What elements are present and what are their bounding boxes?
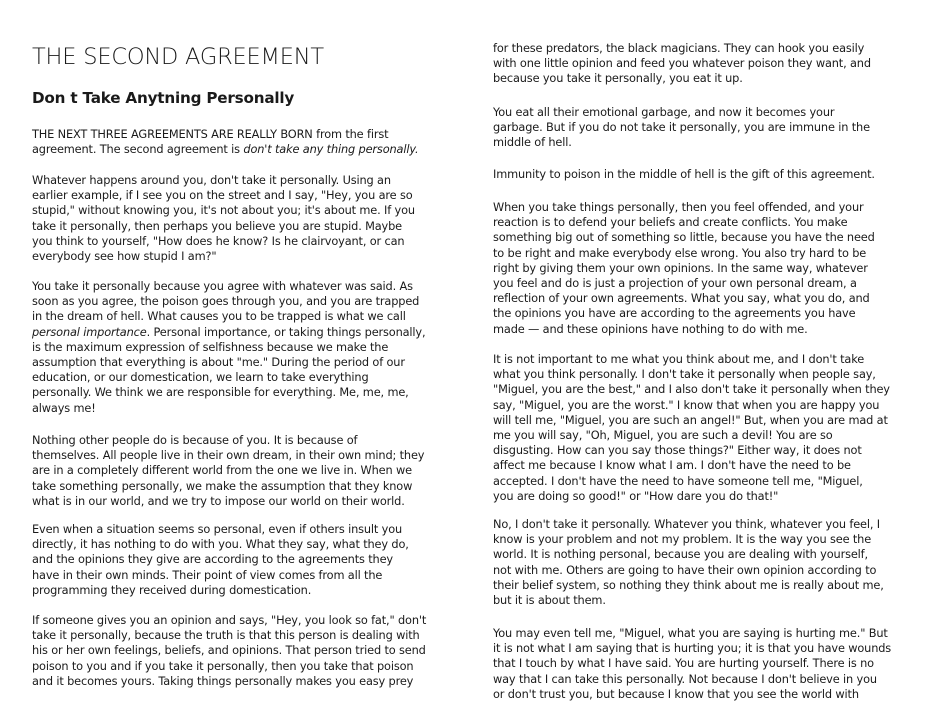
- paragraph: [32, 127, 418, 157]
- text-line: you feel and do is just a projection of your own personal dream, a: [493, 276, 857, 291]
- text-line: what is in our world, and we try to impose our world on their world.: [32, 493, 405, 508]
- text-line: their belief system, so nothing they think about me is really about me,: [493, 577, 884, 592]
- text-line: soon as you agree, the poison goes through you, and you are trapped: [32, 294, 420, 309]
- paragraph: [32, 522, 409, 598]
- text-line: [32, 142, 418, 157]
- text-line: and it becomes yours. Taking things personally makes you easy prey: [32, 673, 414, 688]
- text-line: If someone gives you an opinion and says, "Hey, you look so fat," don't: [32, 613, 427, 627]
- text-line: the opinions you have are according to the agreements you have: [493, 306, 856, 321]
- text-line: disgusting. How can you say those things?" Either way, it does not: [493, 443, 862, 458]
- text-line: assumption that everything is about "me." During the period of our: [32, 355, 405, 370]
- text-line: right by giving them your own opinions. In the same way, whatever: [493, 260, 868, 275]
- text-line: You may even tell me, "Miguel, what you are saying is hurting me." But: [493, 626, 888, 640]
- text-line: No, I don't take it personally. Whatever you think, whatever you feel, I: [493, 517, 880, 531]
- text-line: You take it personally because you agree with whatever was said. As: [32, 279, 413, 293]
- text-line: have in their own minds. Their point of view comes from all the: [32, 567, 383, 582]
- paragraph: [493, 517, 884, 608]
- paragraph: [32, 613, 426, 689]
- text-line: affect me because I know what I am. I don't have the need to be: [493, 458, 851, 473]
- text-line: to be right and make everybody else wrong. You also try hard to be: [493, 245, 867, 260]
- text-segment: agreement. The second agreement is: [32, 142, 244, 157]
- text-line: poison to you and if you take it personally, then you take that poison: [32, 658, 414, 673]
- paragraph: [493, 626, 891, 702]
- text-line: way that I can take this personally. Not because I don't believe in you: [493, 671, 877, 686]
- text-line: take something personally, we make the assumption that they know: [32, 478, 413, 493]
- text-line: Immunity to poison in the middle of hell is the gift of this agreement.: [493, 167, 875, 181]
- text-line: or don't trust you, but because I know that you see the world with: [493, 686, 859, 701]
- text-line: reflection of your own agreements. What you say, what you do, and: [493, 291, 870, 306]
- text-line: take it personally, because the truth is that this person is dealing with: [32, 628, 420, 643]
- text-line: You eat all their emotional garbage, and now it becomes your: [493, 105, 835, 119]
- text-line: Even when a situation seems so personal, even if others insult you: [32, 522, 403, 536]
- paragraph: [493, 200, 875, 337]
- text-line: earlier example, if I see you on the street and I say, "Hey, you are so: [32, 188, 413, 203]
- text-line: personally. We think we are responsible for everything. Me, me, me,: [32, 385, 409, 400]
- paragraph: [493, 167, 875, 182]
- chapter-subtitle: Don t Take Anytning Personally: [32, 89, 295, 107]
- paragraph: [32, 279, 425, 416]
- text-line: themselves. All people live in their own dream, in their own mind; they: [32, 448, 425, 463]
- text-line: always me!: [32, 400, 96, 415]
- text-segment: . Personal importance, or taking things personally,: [146, 324, 426, 339]
- text-line: not with me. Others are going to have their own opinion according to: [493, 562, 877, 577]
- text-line: accepted. I don't have the need to have someone tell me, "Miguel,: [493, 473, 863, 488]
- text-line: When you take things personally, then you feel offended, and your: [493, 200, 864, 214]
- text-line: is the maximum expression of selfishness because we make the: [32, 339, 389, 354]
- text-line: world. It is nothing personal, because you are dealing with yourself,: [493, 547, 868, 562]
- text-line: programming they received during domestication.: [32, 582, 312, 597]
- text-line: [32, 127, 418, 142]
- text-line: middle of hell.: [493, 135, 572, 150]
- text-line: say, "Miguel, you are the worst." I know that when you are happy you: [493, 397, 880, 412]
- text-line: his or her own feelings, beliefs, and opinions. That person tried to send: [32, 643, 426, 658]
- text-line: stupid," without knowing you, it's not about you; it's about me. If you: [32, 203, 415, 218]
- text-line: It is not important to me what you think about me, and I don't take: [493, 352, 865, 366]
- text-line: but it is about them.: [493, 593, 606, 608]
- text-line: take it personally, then perhaps you believe you are stupid. Maybe: [32, 218, 402, 233]
- text-line: education, or our domestication, we learn to take everything: [32, 370, 369, 385]
- emphasis-text: don't take any thing personally.: [243, 142, 419, 157]
- paragraph: [493, 105, 870, 151]
- text-line: something big out of something so little, because you have the need: [493, 230, 875, 245]
- text-line: made — and these opinions have nothing to do with me.: [493, 321, 808, 336]
- text-line: Whatever happens around you, don't take it personally. Using an: [32, 173, 391, 187]
- text-line: it is not what I am saying that is hurting you; it is that you have wounds: [493, 641, 892, 656]
- text-line: garbage. But if you do not take it personally, you are immune in the: [493, 120, 870, 135]
- text-line: everybody see how stupid I am?": [32, 249, 217, 264]
- text-line: that I touch by what I have said. You are hurting yourself. There is no: [493, 656, 874, 671]
- text-line: "Miguel, you are the best," and I also don't take it personally when they: [493, 382, 890, 397]
- text-line: are in a completely different world from the one we live in. When we: [32, 463, 412, 478]
- text-line: Nothing other people do is because of you. It is because of: [32, 433, 358, 447]
- text-line: because you take it personally, you eat it up.: [493, 71, 743, 86]
- text-line: will tell me, "Miguel, you are such an angel!" But, when you are mad at: [493, 412, 888, 427]
- text-line: in the dream of hell. What causes you to be trapped is what we call: [32, 309, 406, 324]
- text-line: me you will say, "Oh, Miguel, you are such a devil! You are so: [493, 428, 833, 443]
- chapter-title: THE SECOND AGREEMENT: [32, 44, 324, 70]
- text-line: for these predators, the black magicians. They can hook you easily: [493, 41, 865, 55]
- text-line: with one little opinion and feed you whatever poison they want, and: [493, 56, 871, 71]
- text-line: and the opinions they give are according to the agreements they: [32, 552, 393, 567]
- text-line: [32, 325, 425, 340]
- text-line: you are doing so good!" or "How dare you do that!": [493, 488, 779, 503]
- paragraph: [32, 173, 415, 264]
- text-line: know is your problem and not my problem. It is the way you see the: [493, 532, 872, 547]
- text-line: reaction is to defend your beliefs and create conflicts. You make: [493, 215, 848, 230]
- emphasis-text: personal importance: [32, 324, 147, 339]
- text-line: what you think personally. I don't take it personally when people say,: [493, 367, 876, 382]
- paragraph: [493, 41, 871, 87]
- paragraph: [32, 433, 424, 509]
- text-line: directly, it has nothing to do with you. What they say, what they do,: [32, 537, 409, 552]
- text-line: you think to yourself, "How does he know? Is he clairvoyant, or can: [32, 233, 405, 248]
- text-segment: THE NEXT THREE AGREEMENTS ARE REALLY BORN from the first: [32, 127, 389, 141]
- paragraph: [493, 352, 890, 504]
